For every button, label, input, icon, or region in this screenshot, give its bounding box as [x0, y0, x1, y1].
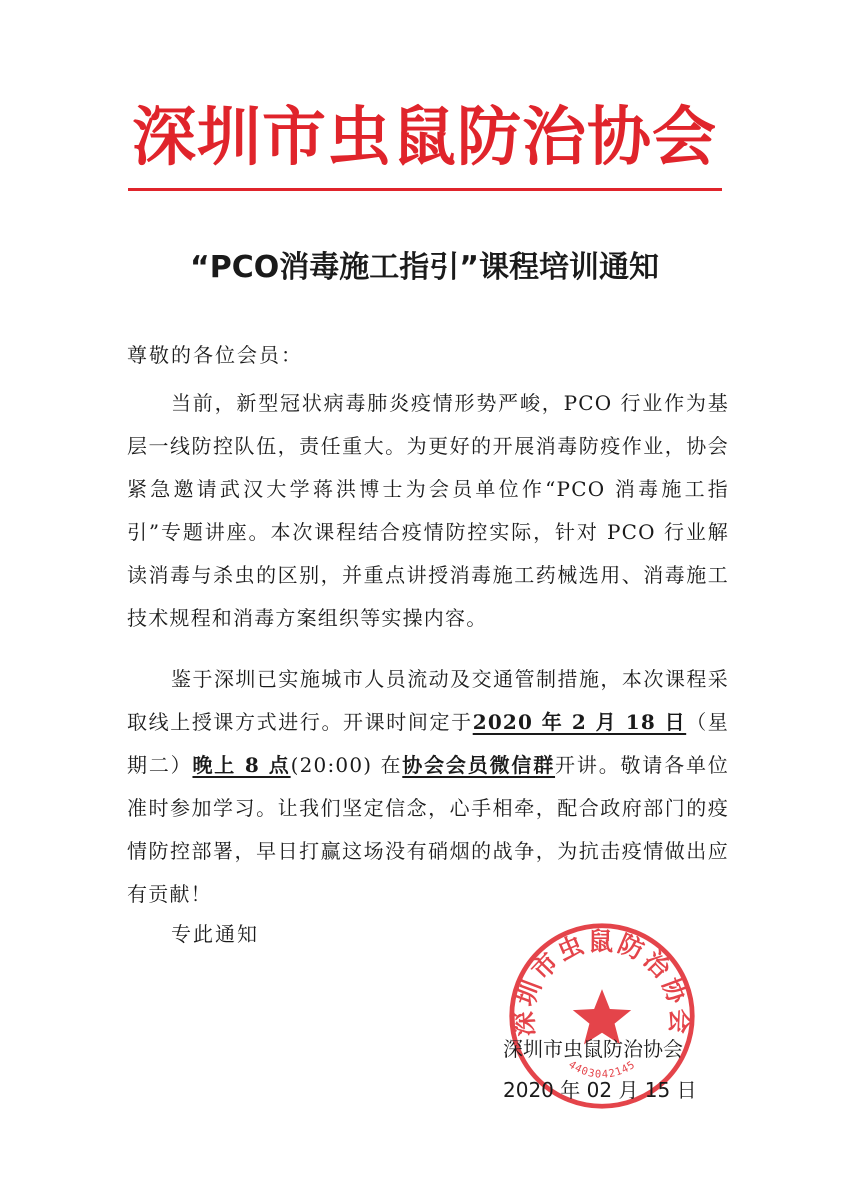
paragraph-2-text-4: 开讲。敬请各单位准时参加学习。让我们坚定信念，心手相牵，配合政府部门的疫情防控部署，早日打赢这场没有硝烟的战争，为抗击疫情做出应有贡献！	[127, 753, 729, 906]
org-header-title: 深圳市虫鼠防治协会	[132, 100, 717, 175]
seal-text: 深圳市虫鼠防治协会	[509, 926, 695, 1038]
signature-date: 2020 年 02 月 15 日	[503, 1078, 697, 1102]
header-divider	[128, 188, 722, 191]
course-venue: 协会会员微信群	[402, 753, 556, 777]
paragraph-2-text-1: 鉴于深圳已实施城市人员流动及交通管制措施，本次课程采取线上授课方式进行。开课时间定于	[127, 667, 729, 734]
signature-org: 深圳市虫鼠防治协会	[503, 1037, 683, 1061]
closing-remark: 专此通知	[171, 922, 259, 946]
notice-title: “PCO消毒施工指引”课程培训通知	[190, 250, 659, 285]
body-paragraph-1: 当前，新型冠状病毒肺炎疫情形势严峻，PCO 行业作为基层一线防控队伍，责任重大。为更好的开展消毒防疫作业，协会紧急邀请武汉大学蒋洪博士为会员单位作“PCO 消毒施工指引”专题讲座。本次课程结合疫情防控实际，针对 PCO 行业解读消毒与杀虫的区别，并重点讲授消毒施工药械选用、消毒施工技术规程和消毒方案组织等实操内容。	[127, 391, 729, 630]
salutation: 尊敬的各位会员：	[127, 343, 303, 367]
seal-number: 4403042145	[566, 1058, 638, 1081]
paragraph-2-text-2: （星期二）	[127, 710, 729, 777]
course-date: 2020 年 2 月 18 日	[472, 710, 687, 734]
course-time: 晚上 8 点	[192, 753, 291, 777]
body-paragraph-2	[127, 658, 729, 916]
paragraph-2-text-3: (20:00) 在	[290, 753, 403, 777]
